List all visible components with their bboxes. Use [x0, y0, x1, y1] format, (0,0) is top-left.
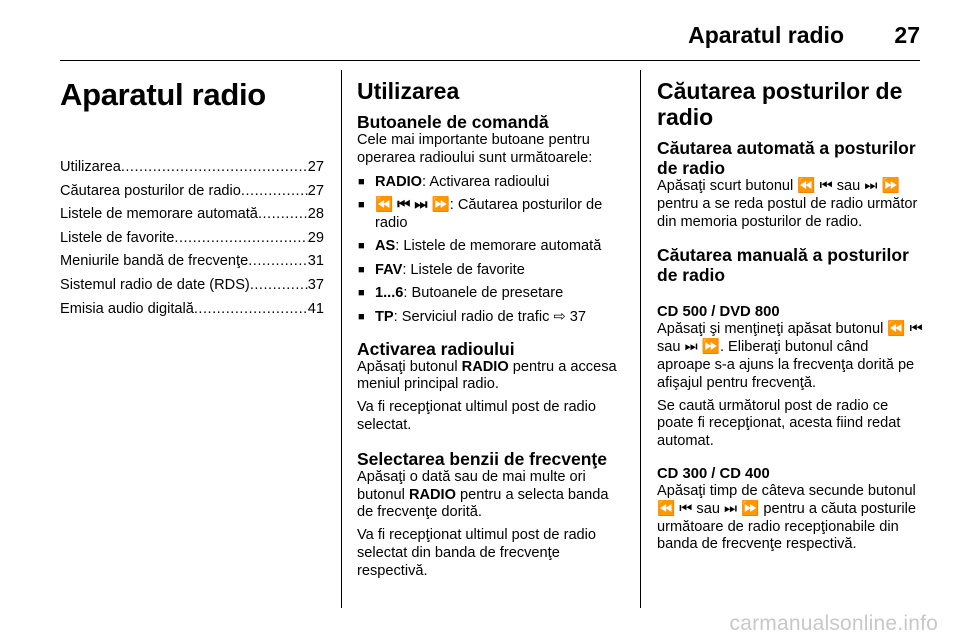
- text: Apăsaţi o dată sau de mai multe ori butonul: [357, 468, 586, 503]
- toc-leader: [194, 298, 308, 322]
- toc-leader: [241, 180, 308, 204]
- key-name: RADIO: [461, 358, 509, 375]
- section-title: Utilizarea: [357, 78, 460, 104]
- toc-label: Meniurile bandă de frecvenţe: [60, 253, 249, 270]
- subsection-heading: Selectarea benzii de frecvenţe: [357, 448, 607, 469]
- text: pentru a selecta banda de frecvenţe dorită.: [357, 486, 609, 521]
- control-desc: : Serviciul radio de trafic ⇨ 37: [393, 308, 586, 325]
- control-desc: : Căutarea posturilor de radio: [375, 197, 603, 231]
- paragraph: Se caută următorul post de radio ce poate fi recepţionat, acesta fiind redat automat.: [657, 397, 901, 450]
- paragraph: Apăsaţi şi menţineţi apăsat butonul ⏪ ⏮ sau ⏭ ⏩. Eliberaţi butonul când aproape s-a ajuns la frecvenţa dorită pe afişajul pentru frecvenţă.: [657, 321, 923, 391]
- toc-leader: [248, 250, 308, 274]
- toc-label: Listele de favorite: [60, 229, 175, 246]
- control-key: 1...6: [375, 285, 404, 302]
- text: pentru a accesa meniul principal radio.: [357, 358, 617, 393]
- control-key: RADIO: [375, 173, 423, 190]
- paragraph: [357, 359, 623, 395]
- controls-list: [357, 174, 623, 327]
- toc-page: 28: [307, 206, 324, 223]
- toc-leader: [250, 274, 308, 298]
- control-key: ⏪ ⏮ ⏭ ⏩: [375, 197, 450, 214]
- watermark: carmanualsonline.info: [729, 612, 938, 635]
- control-key: TP: [375, 308, 394, 325]
- toc-label: Sistemul radio de date (RDS): [60, 276, 250, 293]
- toc-page: 37: [307, 276, 324, 293]
- paragraph: [357, 469, 623, 522]
- cautarea-column: [657, 74, 923, 559]
- model-heading: CD 500 / DVD 800: [657, 304, 780, 321]
- toc-entry[interactable]: [60, 203, 324, 227]
- paragraph: Va fi recepţionat ultimul post de radio selectat din banda de frecvenţe respectivă.: [357, 527, 597, 579]
- control-desc: : Butoanele de presetare: [403, 285, 564, 302]
- toc-entry[interactable]: [60, 250, 324, 274]
- utilizarea-column: [357, 74, 623, 586]
- toc-entry[interactable]: [60, 180, 324, 204]
- paragraph: Apăsaţi timp de câteva secunde butonul ⏪ ⏮ sau ⏭ ⏩ pentru a căuta posturile următoare de radio recepţionabile din banda de frecvenţe respectivă.: [657, 482, 916, 553]
- toc-leader: [174, 227, 307, 251]
- toc-page: 27: [307, 159, 324, 175]
- toc-leader: [121, 156, 308, 180]
- list-item: [357, 238, 623, 256]
- control-desc: : Activarea radioului: [422, 173, 550, 190]
- toc-page: 41: [307, 300, 324, 317]
- toc-entry[interactable]: [60, 156, 324, 180]
- chapter-title: Aparatul radio: [60, 77, 266, 112]
- toc-list: [60, 156, 324, 321]
- paragraph: Apăsaţi scurt butonul ⏪ ⏮ sau ⏭ ⏩ pentru a se reda postul de radio următor din memoria posturilor de radio.: [657, 178, 918, 230]
- control-desc: : Listele de favorite: [402, 261, 525, 278]
- toc-leader: [258, 203, 308, 227]
- control-key: AS: [375, 238, 396, 255]
- toc-entry[interactable]: [60, 227, 324, 251]
- subsection-heading: Butoanele de comandă: [357, 112, 549, 132]
- toc-entry[interactable]: [60, 298, 324, 322]
- list-item: [357, 174, 623, 192]
- toc-label: Căutarea posturilor de radio: [60, 182, 241, 199]
- key-name: RADIO: [408, 486, 456, 503]
- list-item: [357, 262, 623, 280]
- column-divider: [341, 70, 342, 608]
- toc-label: Utilizarea: [60, 159, 121, 175]
- toc-entry[interactable]: [60, 274, 324, 298]
- column-divider: [640, 70, 641, 608]
- model-heading: CD 300 / CD 400: [657, 465, 770, 482]
- page-number: 27: [894, 22, 920, 48]
- list-item: [357, 285, 623, 303]
- subsection-heading: Căutarea automată a posturilor de radio: [657, 138, 916, 178]
- text: Apăsaţi butonul: [357, 358, 462, 375]
- toc-page: 27: [307, 182, 324, 199]
- list-item: [357, 197, 623, 233]
- control-desc: : Listele de memorare automată: [395, 238, 602, 255]
- control-key: FAV: [375, 261, 403, 278]
- paragraph: Va fi recepţionat ultimul post de radio selectat.: [357, 399, 597, 433]
- header-title: Aparatul radio: [688, 22, 844, 48]
- toc-page: 29: [307, 229, 324, 246]
- toc-column: [60, 74, 324, 321]
- toc-label: Emisia audio digitală: [60, 300, 194, 317]
- page-header: [60, 18, 920, 61]
- section-title: Căutarea posturilor de radio: [657, 78, 903, 130]
- paragraph: Cele mai importante butoane pentru operarea radioului sunt următoarele:: [357, 132, 593, 166]
- subsection-heading: Căutarea manuală a posturilor de radio: [657, 245, 909, 286]
- list-item: [357, 309, 623, 327]
- subsection-heading: Activarea radioului: [357, 338, 515, 359]
- toc-page: 31: [307, 253, 324, 270]
- toc-label: Listele de memorare automată: [60, 206, 258, 223]
